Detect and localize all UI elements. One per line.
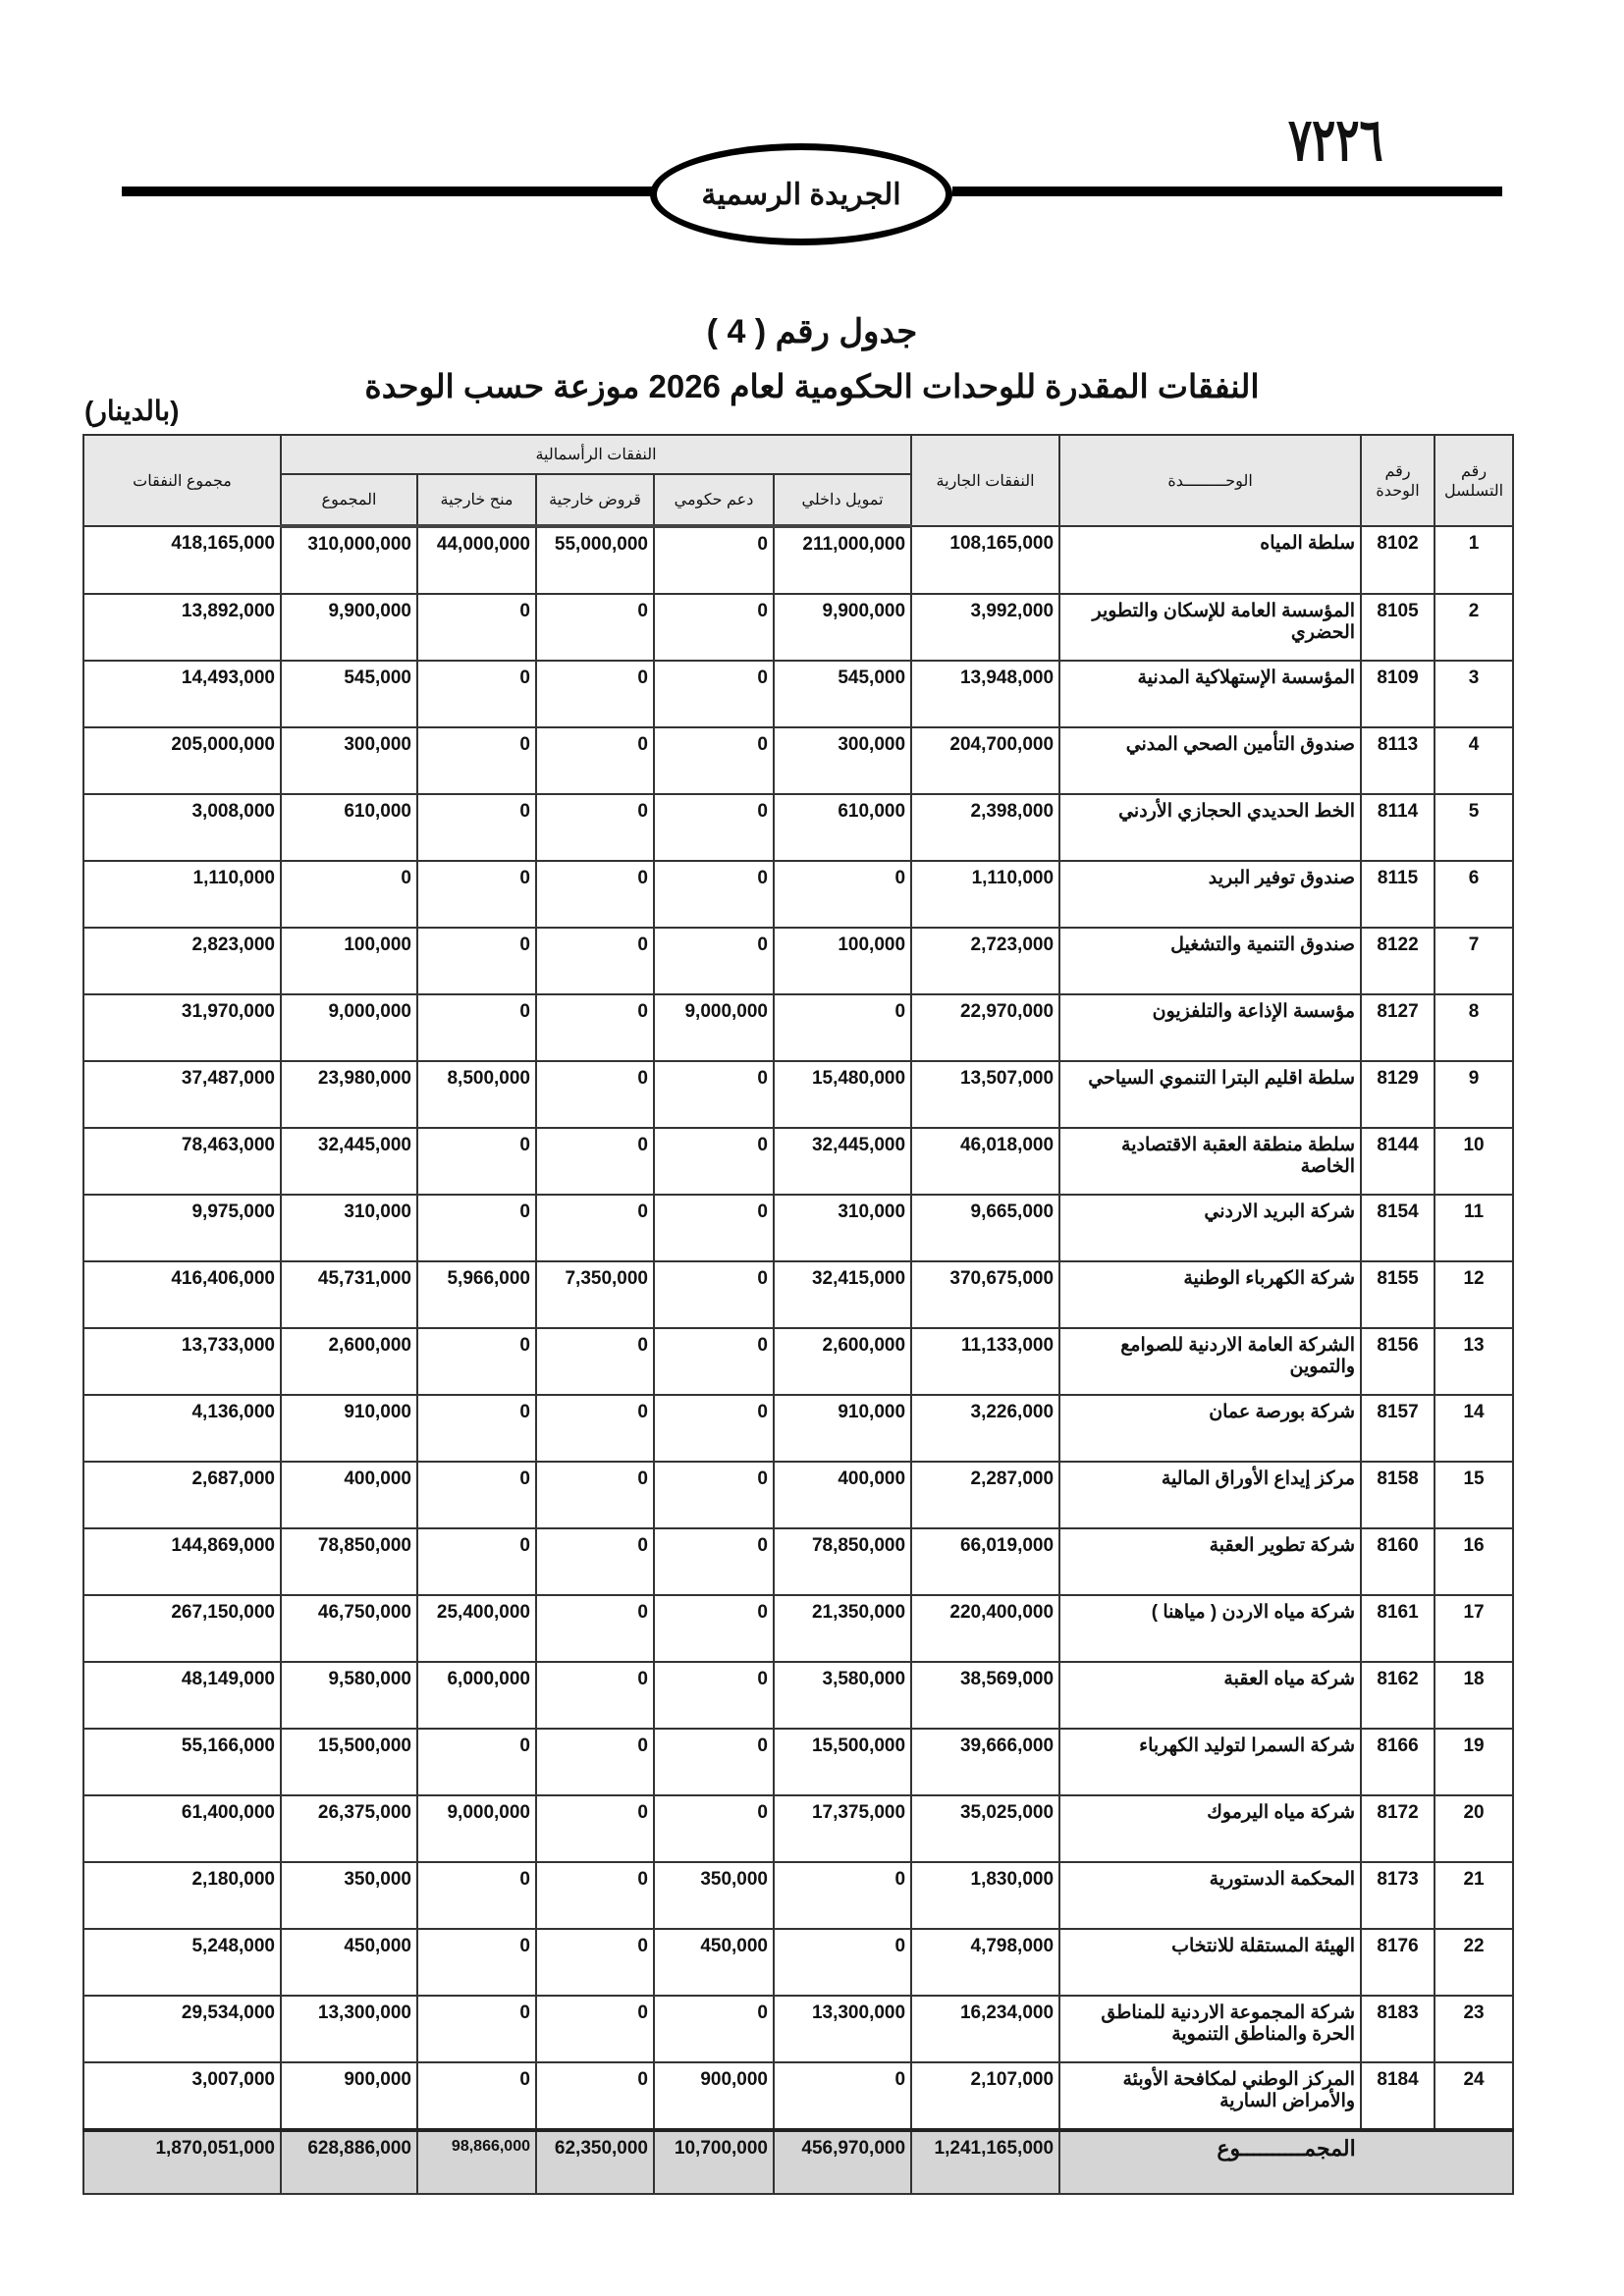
table-row xyxy=(83,794,1513,861)
cell-serial: 3 xyxy=(1435,661,1513,727)
table-row xyxy=(83,1729,1513,1795)
cell-gov-support: 0 xyxy=(654,1662,774,1729)
cell-gov-support: 0 xyxy=(654,1261,774,1328)
cell-foreign-grants: 0 xyxy=(417,1929,536,1996)
cell-serial: 8 xyxy=(1435,994,1513,1061)
cell-unit-name: مؤسسة الإذاعة والتلفزيون xyxy=(1059,994,1361,1061)
gazette-name: الجريدة الرسمية xyxy=(701,178,901,211)
cell-domestic: 15,480,000 xyxy=(774,1061,911,1128)
cell-current: 22,970,000 xyxy=(911,994,1059,1061)
cell-unit-name: سلطة اقليم البترا التنموي السياحي xyxy=(1059,1061,1361,1128)
cell-serial: 21 xyxy=(1435,1862,1513,1929)
cell-domestic: 910,000 xyxy=(774,1395,911,1462)
cell-unit-name: مركز إيداع الأوراق المالية xyxy=(1059,1462,1361,1528)
cell-capital-total: 910,000 xyxy=(281,1395,417,1462)
cell-foreign-grants: 0 xyxy=(417,994,536,1061)
total-current: 1,241,165,000 xyxy=(911,2130,1059,2194)
cell-foreign-grants: 5,966,000 xyxy=(417,1261,536,1328)
header-current: النفقات الجارية xyxy=(911,435,1059,526)
cell-current: 2,107,000 xyxy=(911,2062,1059,2130)
header-unit-no: رقم الوحدة xyxy=(1361,435,1435,526)
cell-current: 9,665,000 xyxy=(911,1195,1059,1261)
cell-unit-name: شركة الكهرباء الوطنية xyxy=(1059,1261,1361,1328)
header-rule-left xyxy=(122,187,652,196)
cell-foreign-loans: 0 xyxy=(536,1862,654,1929)
cell-unit-no: 8184 xyxy=(1361,2062,1435,2130)
cell-capital-total: 26,375,000 xyxy=(281,1795,417,1862)
cell-serial: 9 xyxy=(1435,1061,1513,1128)
cell-serial: 16 xyxy=(1435,1528,1513,1595)
cell-gov-support: 0 xyxy=(654,1595,774,1662)
cell-unit-name: شركة مياه الاردن ( مياهنا ) xyxy=(1059,1595,1361,1662)
cell-foreign-loans: 0 xyxy=(536,1395,654,1462)
cell-domestic: 21,350,000 xyxy=(774,1595,911,1662)
cell-grand-total: 418,165,000 xyxy=(83,526,281,594)
cell-foreign-loans: 0 xyxy=(536,1729,654,1795)
cell-gov-support: 0 xyxy=(654,594,774,661)
cell-serial: 5 xyxy=(1435,794,1513,861)
total-domestic: 456,970,000 xyxy=(774,2130,911,2194)
table-row xyxy=(83,1595,1513,1662)
cell-unit-no: 8162 xyxy=(1361,1662,1435,1729)
cell-unit-no: 8157 xyxy=(1361,1395,1435,1462)
cell-unit-no: 8161 xyxy=(1361,1595,1435,1662)
table-row xyxy=(83,1929,1513,1996)
cell-foreign-grants: 0 xyxy=(417,1528,536,1595)
cell-foreign-loans: 55,000,000 xyxy=(536,526,654,594)
cell-domestic: 78,850,000 xyxy=(774,1528,911,1595)
cell-gov-support: 0 xyxy=(654,928,774,994)
cell-grand-total: 78,463,000 xyxy=(83,1128,281,1195)
table-row xyxy=(83,1061,1513,1128)
cell-unit-name: صندوق التنمية والتشغيل xyxy=(1059,928,1361,994)
cell-foreign-grants: 8,500,000 xyxy=(417,1061,536,1128)
cell-grand-total: 2,823,000 xyxy=(83,928,281,994)
cell-foreign-grants: 0 xyxy=(417,861,536,928)
table-row xyxy=(83,1662,1513,1729)
cell-unit-name: شركة السمرا لتوليد الكهرباء xyxy=(1059,1729,1361,1795)
cell-grand-total: 1,110,000 xyxy=(83,861,281,928)
cell-foreign-loans: 7,350,000 xyxy=(536,1261,654,1328)
cell-gov-support: 0 xyxy=(654,1061,774,1128)
cell-domestic: 9,900,000 xyxy=(774,594,911,661)
cell-foreign-grants: 6,000,000 xyxy=(417,1662,536,1729)
cell-serial: 18 xyxy=(1435,1662,1513,1729)
cell-capital-total: 300,000 xyxy=(281,727,417,794)
header-domestic: تمويل داخلي xyxy=(774,474,911,526)
cell-gov-support: 450,000 xyxy=(654,1929,774,1996)
table-row xyxy=(83,928,1513,994)
cell-grand-total: 61,400,000 xyxy=(83,1795,281,1862)
cell-foreign-loans: 0 xyxy=(536,1662,654,1729)
cell-foreign-grants: 0 xyxy=(417,661,536,727)
cell-capital-total: 400,000 xyxy=(281,1462,417,1528)
cell-current: 220,400,000 xyxy=(911,1595,1059,1662)
cell-foreign-loans: 0 xyxy=(536,1195,654,1261)
cell-grand-total: 416,406,000 xyxy=(83,1261,281,1328)
cell-grand-total: 2,180,000 xyxy=(83,1862,281,1929)
cell-foreign-grants: 9,000,000 xyxy=(417,1795,536,1862)
cell-unit-name: صندوق توفير البريد xyxy=(1059,861,1361,928)
cell-foreign-loans: 0 xyxy=(536,1328,654,1395)
total-foreign-loans: 62,350,000 xyxy=(536,2130,654,2194)
cell-capital-total: 78,850,000 xyxy=(281,1528,417,1595)
cell-gov-support: 0 xyxy=(654,1795,774,1862)
cell-gov-support: 0 xyxy=(654,1395,774,1462)
cell-unit-no: 8113 xyxy=(1361,727,1435,794)
cell-gov-support: 0 xyxy=(654,727,774,794)
cell-domestic: 545,000 xyxy=(774,661,911,727)
cell-foreign-loans: 0 xyxy=(536,861,654,928)
cell-grand-total: 3,008,000 xyxy=(83,794,281,861)
cell-foreign-loans: 0 xyxy=(536,928,654,994)
table-row xyxy=(83,594,1513,661)
cell-serial: 14 xyxy=(1435,1395,1513,1462)
cell-serial: 10 xyxy=(1435,1128,1513,1195)
cell-foreign-grants: 0 xyxy=(417,594,536,661)
cell-domestic: 100,000 xyxy=(774,928,911,994)
cell-unit-name: المؤسسة العامة للإسكان والتطوير الحضري xyxy=(1059,594,1361,661)
cell-foreign-grants: 0 xyxy=(417,794,536,861)
cell-unit-name: سلطة منطقة العقبة الاقتصادية الخاصة xyxy=(1059,1128,1361,1195)
cell-capital-total: 2,600,000 xyxy=(281,1328,417,1395)
cell-grand-total: 144,869,000 xyxy=(83,1528,281,1595)
header-serial: رقم التسلسل xyxy=(1435,435,1513,526)
cell-capital-total: 46,750,000 xyxy=(281,1595,417,1662)
cell-foreign-grants: 0 xyxy=(417,1729,536,1795)
cell-grand-total: 9,975,000 xyxy=(83,1195,281,1261)
cell-grand-total: 31,970,000 xyxy=(83,994,281,1061)
header-grand-total: مجموع النفقات xyxy=(83,435,281,526)
cell-current: 204,700,000 xyxy=(911,727,1059,794)
cell-domestic: 32,415,000 xyxy=(774,1261,911,1328)
cell-capital-total: 45,731,000 xyxy=(281,1261,417,1328)
cell-capital-total: 100,000 xyxy=(281,928,417,994)
cell-foreign-grants: 44,000,000 xyxy=(417,526,536,594)
cell-current: 3,226,000 xyxy=(911,1395,1059,1462)
cell-gov-support: 0 xyxy=(654,1328,774,1395)
cell-current: 1,110,000 xyxy=(911,861,1059,928)
cell-foreign-grants: 0 xyxy=(417,1395,536,1462)
cell-unit-no: 8109 xyxy=(1361,661,1435,727)
table-row xyxy=(83,1795,1513,1862)
cell-gov-support: 0 xyxy=(654,1996,774,2062)
cell-serial: 11 xyxy=(1435,1195,1513,1261)
cell-gov-support: 9,000,000 xyxy=(654,994,774,1061)
page-number: ٧٢٢٦ xyxy=(1288,106,1383,175)
cell-current: 46,018,000 xyxy=(911,1128,1059,1195)
cell-unit-no: 8154 xyxy=(1361,1195,1435,1261)
cell-grand-total: 37,487,000 xyxy=(83,1061,281,1128)
table-row xyxy=(83,1128,1513,1195)
cell-domestic: 0 xyxy=(774,861,911,928)
table-row xyxy=(83,1395,1513,1462)
header-foreign-loans: قروض خارجية xyxy=(536,474,654,526)
cell-current: 2,398,000 xyxy=(911,794,1059,861)
cell-unit-name: شركة بورصة عمان xyxy=(1059,1395,1361,1462)
table-row xyxy=(83,1195,1513,1261)
cell-unit-no: 8122 xyxy=(1361,928,1435,994)
budget-table xyxy=(82,434,1514,2195)
cell-gov-support: 0 xyxy=(654,526,774,594)
table-row xyxy=(83,1328,1513,1395)
cell-foreign-loans: 0 xyxy=(536,2062,654,2130)
cell-unit-no: 8183 xyxy=(1361,1996,1435,2062)
cell-unit-no: 8115 xyxy=(1361,861,1435,928)
cell-current: 3,992,000 xyxy=(911,594,1059,661)
cell-serial: 7 xyxy=(1435,928,1513,994)
cell-unit-name: شركة مياه العقبة xyxy=(1059,1662,1361,1729)
cell-unit-name: الشركة العامة الاردنية للصوامع والتموين xyxy=(1059,1328,1361,1395)
cell-foreign-grants: 0 xyxy=(417,2062,536,2130)
cell-domestic: 400,000 xyxy=(774,1462,911,1528)
gazette-masthead xyxy=(650,143,952,245)
cell-gov-support: 0 xyxy=(654,1128,774,1195)
cell-unit-no: 8105 xyxy=(1361,594,1435,661)
cell-unit-name: الخط الحديدي الحجازي الأردني xyxy=(1059,794,1361,861)
cell-foreign-loans: 0 xyxy=(536,1061,654,1128)
cell-gov-support: 0 xyxy=(654,661,774,727)
cell-foreign-grants: 0 xyxy=(417,1328,536,1395)
cell-unit-name: المؤسسة الإستهلاكية المدنية xyxy=(1059,661,1361,727)
cell-current: 2,723,000 xyxy=(911,928,1059,994)
cell-grand-total: 4,136,000 xyxy=(83,1395,281,1462)
cell-domestic: 211,000,000 xyxy=(774,526,911,594)
cell-domestic: 2,600,000 xyxy=(774,1328,911,1395)
cell-foreign-loans: 0 xyxy=(536,1128,654,1195)
table-row xyxy=(83,1996,1513,2062)
cell-foreign-grants: 25,400,000 xyxy=(417,1595,536,1662)
cell-foreign-loans: 0 xyxy=(536,594,654,661)
cell-foreign-loans: 0 xyxy=(536,1795,654,1862)
cell-unit-name: سلطة المياه xyxy=(1059,526,1361,594)
cell-foreign-loans: 0 xyxy=(536,727,654,794)
cell-current: 35,025,000 xyxy=(911,1795,1059,1862)
total-label: المجمــــــــــوع xyxy=(1059,2130,1513,2194)
table-row xyxy=(83,861,1513,928)
cell-unit-no: 8102 xyxy=(1361,526,1435,594)
cell-capital-total: 310,000,000 xyxy=(281,526,417,594)
cell-gov-support: 350,000 xyxy=(654,1862,774,1929)
cell-grand-total: 55,166,000 xyxy=(83,1729,281,1795)
cell-unit-name: شركة البريد الاردني xyxy=(1059,1195,1361,1261)
cell-unit-no: 8172 xyxy=(1361,1795,1435,1862)
cell-serial: 24 xyxy=(1435,2062,1513,2130)
cell-capital-total: 900,000 xyxy=(281,2062,417,2130)
cell-domestic: 0 xyxy=(774,1862,911,1929)
cell-current: 11,133,000 xyxy=(911,1328,1059,1395)
cell-current: 13,948,000 xyxy=(911,661,1059,727)
total-gov-support: 10,700,000 xyxy=(654,2130,774,2194)
cell-grand-total: 2,687,000 xyxy=(83,1462,281,1528)
cell-domestic: 3,580,000 xyxy=(774,1662,911,1729)
cell-domestic: 0 xyxy=(774,2062,911,2130)
cell-unit-no: 8158 xyxy=(1361,1462,1435,1528)
cell-capital-total: 23,980,000 xyxy=(281,1061,417,1128)
cell-domestic: 17,375,000 xyxy=(774,1795,911,1862)
cell-unit-no: 8176 xyxy=(1361,1929,1435,1996)
cell-serial: 17 xyxy=(1435,1595,1513,1662)
total-row xyxy=(83,2130,1513,2194)
cell-current: 1,830,000 xyxy=(911,1862,1059,1929)
cell-serial: 4 xyxy=(1435,727,1513,794)
cell-foreign-loans: 0 xyxy=(536,994,654,1061)
cell-capital-total: 0 xyxy=(281,861,417,928)
cell-serial: 13 xyxy=(1435,1328,1513,1395)
header-foreign-grants: منح خارجية xyxy=(417,474,536,526)
cell-grand-total: 13,892,000 xyxy=(83,594,281,661)
header-rule-right xyxy=(952,187,1502,196)
cell-unit-name: شركة مياه اليرموك xyxy=(1059,1795,1361,1862)
cell-capital-total: 15,500,000 xyxy=(281,1729,417,1795)
cell-capital-total: 350,000 xyxy=(281,1862,417,1929)
cell-unit-no: 8129 xyxy=(1361,1061,1435,1128)
cell-foreign-grants: 0 xyxy=(417,1462,536,1528)
cell-foreign-grants: 0 xyxy=(417,1996,536,2062)
header-capital-total: المجموع xyxy=(281,474,417,526)
cell-gov-support: 0 xyxy=(654,1729,774,1795)
cell-foreign-loans: 0 xyxy=(536,1929,654,1996)
table-row xyxy=(83,1261,1513,1328)
cell-capital-total: 450,000 xyxy=(281,1929,417,1996)
cell-current: 370,675,000 xyxy=(911,1261,1059,1328)
cell-unit-name: شركة تطوير العقبة xyxy=(1059,1528,1361,1595)
cell-current: 108,165,000 xyxy=(911,526,1059,594)
cell-unit-no: 8114 xyxy=(1361,794,1435,861)
cell-unit-no: 8166 xyxy=(1361,1729,1435,1795)
cell-serial: 20 xyxy=(1435,1795,1513,1862)
table-title: النفقات المقدرة للوحدات الحكومية لعام 2026 موزعة حسب الوحدة xyxy=(364,368,1260,404)
cell-capital-total: 9,580,000 xyxy=(281,1662,417,1729)
cell-serial: 1 xyxy=(1435,526,1513,594)
cell-gov-support: 0 xyxy=(654,794,774,861)
total-foreign-grants: 98,866,000 xyxy=(417,2130,536,2194)
cell-foreign-grants: 0 xyxy=(417,727,536,794)
cell-capital-total: 9,900,000 xyxy=(281,594,417,661)
cell-capital-total: 610,000 xyxy=(281,794,417,861)
cell-grand-total: 29,534,000 xyxy=(83,1996,281,2062)
cell-foreign-grants: 0 xyxy=(417,1862,536,1929)
cell-grand-total: 267,150,000 xyxy=(83,1595,281,1662)
cell-foreign-loans: 0 xyxy=(536,1528,654,1595)
cell-unit-name: المركز الوطني لمكافحة الأوبئة والأمراض السارية xyxy=(1059,2062,1361,2130)
cell-serial: 2 xyxy=(1435,594,1513,661)
cell-capital-total: 545,000 xyxy=(281,661,417,727)
cell-domestic: 15,500,000 xyxy=(774,1729,911,1795)
cell-gov-support: 0 xyxy=(654,1528,774,1595)
total-capital: 628,886,000 xyxy=(281,2130,417,2194)
cell-domestic: 610,000 xyxy=(774,794,911,861)
total-grand: 1,870,051,000 xyxy=(83,2130,281,2194)
cell-grand-total: 14,493,000 xyxy=(83,661,281,727)
table-row xyxy=(83,661,1513,727)
table-row xyxy=(83,1528,1513,1595)
cell-domestic: 0 xyxy=(774,1929,911,1996)
cell-foreign-loans: 0 xyxy=(536,1996,654,2062)
cell-unit-name: شركة المجموعة الاردنية للمناطق الحرة والمناطق التنموية xyxy=(1059,1996,1361,2062)
cell-unit-name: المحكمة الدستورية xyxy=(1059,1862,1361,1929)
table-row xyxy=(83,1462,1513,1528)
cell-domestic: 0 xyxy=(774,994,911,1061)
cell-unit-no: 8156 xyxy=(1361,1328,1435,1395)
cell-domestic: 300,000 xyxy=(774,727,911,794)
header-gov-support: دعم حكومي xyxy=(654,474,774,526)
cell-current: 16,234,000 xyxy=(911,1996,1059,2062)
cell-foreign-grants: 0 xyxy=(417,1128,536,1195)
cell-grand-total: 13,733,000 xyxy=(83,1328,281,1395)
cell-serial: 15 xyxy=(1435,1462,1513,1528)
cell-domestic: 310,000 xyxy=(774,1195,911,1261)
header-unit: الوحـــــــــدة xyxy=(1059,435,1361,526)
cell-gov-support: 900,000 xyxy=(654,2062,774,2130)
cell-serial: 19 xyxy=(1435,1729,1513,1795)
cell-grand-total: 3,007,000 xyxy=(83,2062,281,2130)
cell-foreign-grants: 0 xyxy=(417,1195,536,1261)
table-row xyxy=(83,1862,1513,1929)
cell-current: 4,798,000 xyxy=(911,1929,1059,1996)
table-row xyxy=(83,994,1513,1061)
cell-foreign-loans: 0 xyxy=(536,1462,654,1528)
cell-current: 13,507,000 xyxy=(911,1061,1059,1128)
cell-gov-support: 0 xyxy=(654,861,774,928)
cell-foreign-loans: 0 xyxy=(536,661,654,727)
currency-note: (بالدينار) xyxy=(84,396,180,426)
cell-capital-total: 310,000 xyxy=(281,1195,417,1261)
cell-capital-total: 13,300,000 xyxy=(281,1996,417,2062)
cell-gov-support: 0 xyxy=(654,1462,774,1528)
cell-capital-total: 32,445,000 xyxy=(281,1128,417,1195)
cell-unit-name: الهيئة المستقلة للانتخاب xyxy=(1059,1929,1361,1996)
cell-unit-no: 8155 xyxy=(1361,1261,1435,1328)
table-row xyxy=(83,2062,1513,2130)
header-capital-group: النفقات الرأسمالية xyxy=(281,435,911,474)
table-row xyxy=(83,727,1513,794)
cell-foreign-loans: 0 xyxy=(536,794,654,861)
cell-current: 39,666,000 xyxy=(911,1729,1059,1795)
cell-unit-name: صندوق التأمين الصحي المدني xyxy=(1059,727,1361,794)
cell-current: 38,569,000 xyxy=(911,1662,1059,1729)
cell-serial: 22 xyxy=(1435,1929,1513,1996)
cell-current: 2,287,000 xyxy=(911,1462,1059,1528)
cell-capital-total: 9,000,000 xyxy=(281,994,417,1061)
cell-domestic: 13,300,000 xyxy=(774,1996,911,2062)
cell-serial: 23 xyxy=(1435,1996,1513,2062)
cell-domestic: 32,445,000 xyxy=(774,1128,911,1195)
table-number: جدول رقم ( 4 ) xyxy=(706,313,918,350)
cell-grand-total: 205,000,000 xyxy=(83,727,281,794)
cell-grand-total: 48,149,000 xyxy=(83,1662,281,1729)
cell-foreign-loans: 0 xyxy=(536,1595,654,1662)
cell-gov-support: 0 xyxy=(654,1195,774,1261)
cell-unit-no: 8127 xyxy=(1361,994,1435,1061)
cell-foreign-grants: 0 xyxy=(417,928,536,994)
cell-current: 66,019,000 xyxy=(911,1528,1059,1595)
cell-unit-no: 8160 xyxy=(1361,1528,1435,1595)
cell-unit-no: 8144 xyxy=(1361,1128,1435,1195)
cell-grand-total: 5,248,000 xyxy=(83,1929,281,1996)
cell-unit-no: 8173 xyxy=(1361,1862,1435,1929)
cell-serial: 6 xyxy=(1435,861,1513,928)
table-row xyxy=(83,526,1513,594)
cell-serial: 12 xyxy=(1435,1261,1513,1328)
